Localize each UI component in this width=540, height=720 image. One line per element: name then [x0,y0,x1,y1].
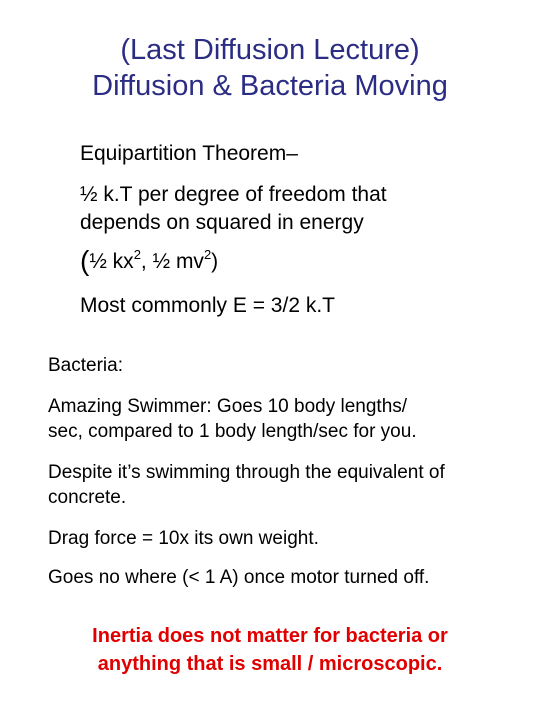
equipartition-line-1: ½ k.T per degree of freedom that [80,183,387,206]
despite-line-1: Despite it’s swimming through the equivalent of [48,462,445,483]
conclusion-line-1: Inertia does not matter for bacteria or [92,625,448,647]
slide-title [0,32,540,104]
swimmer-line-1: Amazing Swimmer: Goes 10 body lengths/ [48,396,408,417]
formula-exponent-2: 2 [203,247,212,262]
formula-exponent-1: 2 [133,247,141,262]
formula-separator: , [140,250,153,273]
drag-force: Drag force = 10x its own weight. [48,528,319,549]
energy-formula [80,247,218,276]
formula-open-paren: ( [80,245,90,276]
most-common-energy: Most commonly E = 3/2 k.T [80,294,335,317]
motor-off: Goes no where (< 1 A) once motor turned off. [48,567,430,588]
despite-line-2: concrete. [48,487,127,508]
formula-term-spring: ½ kx [89,250,134,273]
title-line-1: (Last Diffusion Lecture) [120,34,420,66]
formula-close-paren: ) [211,250,219,273]
conclusion-line-2: anything that is small / microscopic. [97,653,443,675]
equipartition-line-2: depends on squared in energy [80,211,364,234]
swimmer-line-2: sec, compared to 1 body length/sec for you. [48,421,417,442]
equipartition-heading: Equipartition Theorem– [80,142,298,165]
bacteria-heading: Bacteria: [48,355,123,376]
formula-term-kinetic: ½ mv [152,250,204,273]
title-line-2: Diffusion & Bacteria Moving [92,70,448,102]
